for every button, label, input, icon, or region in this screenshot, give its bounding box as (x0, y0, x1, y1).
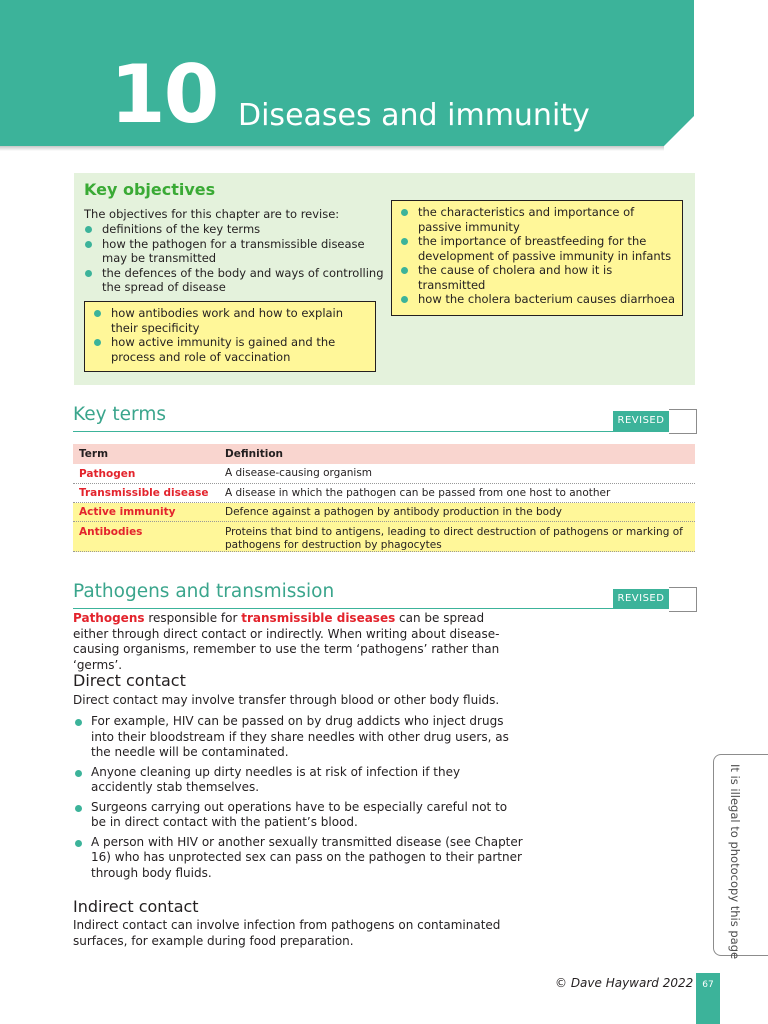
bullet-icon (401, 238, 408, 245)
bullet-icon (75, 770, 82, 777)
chapter-number: 10 (110, 48, 218, 141)
list-item: Anyone cleaning up dirty needles is at risk of infection if they accidently stab themselves. (73, 765, 523, 796)
banner-shadow (0, 146, 664, 151)
revised-checkbox[interactable] (669, 409, 697, 434)
direct-contact-list (73, 714, 523, 881)
objectives-intro: The objectives for this chapter are to revise: (84, 207, 340, 221)
pathogens-heading: Pathogens and transmission (73, 581, 335, 602)
term-cell: Transmissible disease (79, 487, 209, 499)
list-item: definitions of the key terms (84, 222, 384, 237)
term-cell: Antibodies (79, 526, 143, 538)
key-terms-table (73, 444, 695, 552)
core-objectives-list (84, 222, 384, 295)
table-row (73, 464, 695, 484)
definition-cell: A disease-causing organism (225, 467, 373, 479)
section-divider (73, 608, 669, 609)
list-item: the defences of the body and ways of controlling the spread of disease (84, 266, 384, 295)
list-item: Surgeons carrying out operations have to be especially careful not to be in direct contact with the patient’s blood. (73, 800, 523, 831)
list-item: the cause of cholera and how it is transmitted (400, 263, 676, 292)
copyright-text: © Dave Hayward 2022 (555, 976, 694, 990)
table-row (73, 503, 695, 522)
photocopy-notice: It is illegal to photocopy this page (728, 764, 742, 960)
bullet-icon (75, 719, 82, 726)
revised-label: REVISED (613, 411, 669, 431)
definition-cell: Proteins that bind to antigens, leading to direct destruction of pathogens or marking of pathogens for destruction by phagocytes (225, 526, 683, 551)
indirect-contact-heading: Indirect contact (73, 897, 199, 916)
pathogens-intro: Pathogens responsible for transmissible diseases can be spread either through direct contact or indirectly. When writing about disease-causing organisms, remember to use the term ‘pathogens’ rather than ‘germs’. (73, 611, 500, 672)
direct-contact-heading: Direct contact (73, 671, 186, 690)
revised-label: REVISED (613, 589, 669, 609)
revised-checkbox[interactable] (669, 587, 697, 612)
bullet-icon (94, 339, 101, 346)
key-terms-heading: Key terms (73, 404, 166, 425)
page-number: 67 (696, 973, 720, 1024)
bullet-icon (401, 209, 408, 216)
direct-contact-intro: Direct contact may involve transfer through blood or other body fluids. (73, 693, 500, 707)
definition-cell: Defence against a pathogen by antibody production in the body (225, 505, 562, 518)
term-cell: Pathogen (79, 467, 136, 480)
term-cell: Active immunity (79, 506, 176, 518)
table-row (73, 484, 695, 503)
table-row (73, 522, 695, 552)
bullet-icon (85, 226, 92, 233)
bullet-icon (85, 241, 92, 248)
indirect-contact-text: Indirect contact can involve infection from pathogens on contaminated surfaces, for example during food preparation. (73, 918, 501, 948)
bullet-icon (94, 310, 101, 317)
key-objectives-heading: Key objectives (84, 180, 216, 199)
bullet-icon (75, 840, 82, 847)
supplement-box-right (391, 200, 683, 316)
bullet-icon (401, 267, 408, 274)
list-item: the importance of breastfeeding for the development of passive immunity in infants (400, 234, 676, 263)
bullet-icon (75, 805, 82, 812)
list-item: how the cholera bacterium causes diarrhoea (400, 292, 676, 307)
chapter-title: Diseases and immunity (238, 98, 590, 133)
definition-cell: A disease in which the pathogen can be passed from one host to another (225, 486, 611, 499)
list-item: how the pathogen for a transmissible disease may be transmitted (84, 237, 384, 266)
list-item: the characteristics and importance of passive immunity (400, 205, 676, 234)
bullet-icon (85, 270, 92, 277)
list-item: A person with HIV or another sexually transmitted disease (see Chapter 16) who has unprotected sex can pass on the pathogen to their partner through body fluids. (73, 835, 523, 882)
table-header (73, 444, 695, 464)
column-header-definition: Definition (225, 447, 284, 460)
column-header-term: Term (79, 448, 109, 460)
banner-corner-cut (664, 116, 694, 146)
section-divider (73, 431, 669, 432)
list-item: how active immunity is gained and the process and role of vaccination (93, 335, 369, 364)
list-item: how antibodies work and how to explain their specificity (93, 306, 369, 335)
bullet-icon (401, 296, 408, 303)
list-item: For example, HIV can be passed on by drug addicts who inject drugs into their bloodstream if they share needles with other drug users, as the needle will be contaminated. (73, 714, 523, 761)
supplement-box-left (84, 301, 376, 372)
